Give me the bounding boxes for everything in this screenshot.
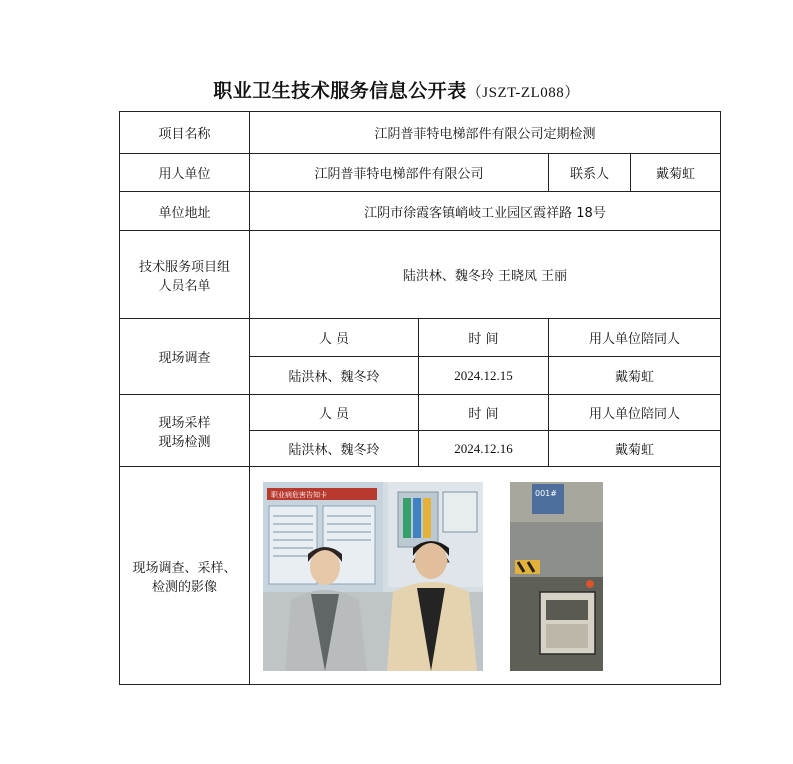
sampling-label-line2: 现场检测 [158, 434, 211, 450]
sampling-header-time: 时 间 [419, 395, 549, 431]
site-photo-people-image [263, 482, 483, 671]
row-team [120, 231, 721, 319]
row-survey-header [120, 319, 721, 357]
survey-header-person: 人 员 [250, 319, 419, 357]
images-label [120, 467, 250, 685]
sampling-label-line1: 现场采样 [158, 415, 211, 431]
survey-header-escort: 用人单位陪同人 [549, 319, 721, 357]
address-label: 单位地址 [120, 192, 250, 231]
survey-escort: 戴菊虹 [549, 357, 721, 395]
sampling-person: 陆洪林、魏冬玲 [250, 431, 419, 467]
team-label [120, 231, 250, 319]
title-main: 职业卫生技术服务信息公开表 [213, 80, 467, 102]
survey-person: 陆洪林、魏冬玲 [250, 357, 419, 395]
site-photo-people [263, 482, 483, 671]
sampling-escort: 戴菊虹 [549, 431, 721, 467]
employer-value: 江阴普菲特电梯部件有限公司 [250, 154, 549, 192]
team-label-line2: 人员名单 [158, 278, 211, 294]
employer-label: 用人单位 [120, 154, 250, 192]
sampling-label [120, 395, 250, 467]
project-name-label: 项目名称 [120, 112, 250, 154]
row-sampling-header [120, 395, 721, 431]
team-value: 陆洪林、魏冬玲 王晓凤 王丽 [250, 231, 721, 319]
team-label-line1: 技术服务项目组 [138, 259, 230, 275]
site-photo-equipment-image [510, 482, 603, 671]
sampling-header-escort: 用人单位陪同人 [549, 395, 721, 431]
sampling-date: 2024.12.16 [419, 431, 549, 467]
images-cell [250, 467, 721, 685]
sampling-header-person: 人 员 [250, 395, 419, 431]
survey-label: 现场调查 [120, 319, 250, 395]
survey-header-time: 时 间 [419, 319, 549, 357]
row-address [120, 192, 721, 231]
page-title [0, 76, 793, 103]
row-images [120, 467, 721, 685]
photo2-tag-text: 001# [535, 489, 557, 498]
info-table [119, 111, 721, 685]
address-value: 江阴市徐霞客镇峭岐工业园区霞祥路 18号 [250, 192, 721, 231]
row-employer [120, 154, 721, 192]
row-project-name [120, 112, 721, 154]
project-name-value: 江阴普菲特电梯部件有限公司定期检测 [250, 112, 721, 154]
title-code: （JSZT-ZL088） [466, 85, 580, 101]
survey-date: 2024.12.15 [419, 357, 549, 395]
images-label-line1: 现场调查、采样、 [132, 560, 237, 576]
site-photo-equipment [510, 482, 603, 671]
images-label-line2: 检测的影像 [151, 579, 217, 595]
photo1-sign-text: 职业病危害告知卡 [271, 491, 327, 499]
contact-label: 联系人 [549, 154, 631, 192]
contact-value: 戴菊虹 [631, 154, 721, 192]
